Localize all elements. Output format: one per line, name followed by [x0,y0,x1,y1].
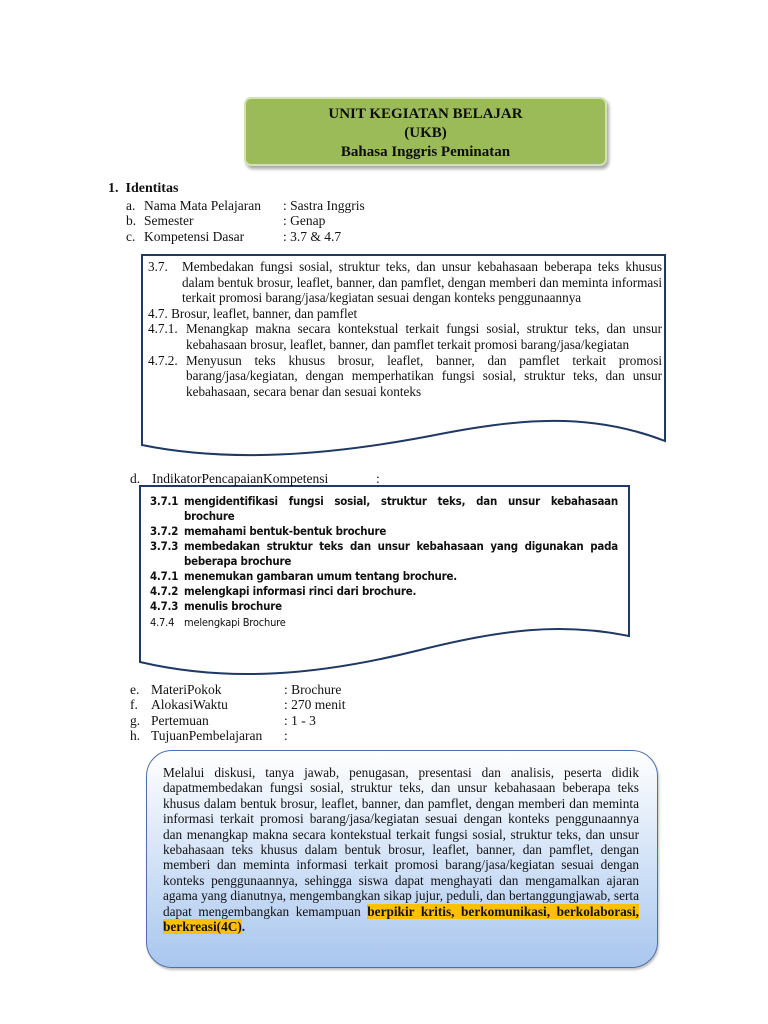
row-label: Pertemuan [151,713,209,728]
indikator-number: 4.7.3 [150,599,179,613]
kd-text: Menyusun teks khusus brosur, leaflet, banner, dan pamflet terkait promosi barang/jasa/kegiatan, dengan memperhatikan fungsi sosial, struktur teks, dan unsur kebahasaan, secara benar dan sesuai konteks [186,352,662,399]
kd-text: Menangkap makna secara kontekstual terkait fungsi sosial, struktur teks, dan unsur kebahasaan brosur, leaflet, banner, dan pamflet terkait promosi barang/jasa/kegiatan [186,321,662,352]
row-letter: g. [130,713,141,728]
indikator-text: membedakan struktur teks dan unsur kebahasaan yang digunakan pada beberapa brochure [184,539,618,568]
row-letter: a. [126,198,136,213]
indikator-number: 4.7.2 [150,584,179,598]
indikator-item [150,599,618,614]
indikator-number: 4.7.4 [150,616,175,629]
row-letter: h. [130,728,141,743]
indikator-item [150,539,618,569]
kd-number: 4.7.1. [148,321,178,337]
row-label: IndikatorPencapaianKompetensi [152,471,329,486]
row-label: MateriPokok [151,682,222,697]
row-value: : 270 menit [284,697,346,712]
tujuan-box [146,750,658,968]
row-value: : Genap [283,213,326,228]
indikator-item [150,494,618,524]
indikator-text: melengkapi Brochure [184,616,286,629]
row-letter: b. [126,213,137,228]
title-line-1: UNIT KEGIATAN BELAJAR [328,106,523,122]
indikator-text: menulis brochure [184,599,282,613]
row-value: : Brochure [284,682,342,697]
indikator-box [150,494,618,630]
indikator-number: 3.7.1 [150,494,179,508]
indikator-number: 3.7.2 [150,524,179,538]
row-label: Nama Mata Pelajaran [144,198,261,213]
indikator-number: 3.7.3 [150,539,179,553]
row-label: AlokasiWaktu [151,697,228,712]
row-value: : 3.7 & 4.7 [283,229,342,244]
tujuan-text: Melalui diskusi, tanya jawab, penugasan, presentasi dan analisis, peserta didik dapatmembedakan fungsi sosial, struktur teks, dan unsur kebahasaan beberapa teks khusus dalam bentuk brosur, leaflet, banner, dan pamflet, dengan memberi dan meminta informasi terkait promosi barang/jasa/kegiatan sesuai dengan konteks penggunaannya dan menangkap makna secara kontekstual terkait fungsi sosial, struktur teks, dan unsur kebahasaan teks khusus dalam bentuk brosur, leaflet, banner, dan pamflet, dengan memberi dan meminta informasi terkait promosi barang/jasa/kegiatan sesuai dengan konteks penggunaannya, sehingga siswa dapat menghayati dan mengamalkan ajaran agama yang dianutnya, mengembangkan sikap jujur, peduli, dan bertanggungjawab, serta dapat mengembangkan kemampuan [163,765,639,919]
indikator-item [150,569,618,584]
kompetensi-dasar-box [148,259,662,399]
row-letter: e. [130,682,140,697]
kd-text: Membedakan fungsi sosial, struktur teks, dan unsur kebahasaan beberapa teks khusus dalam bentuk brosur, leaflet, banner, dan pamflet, dengan memberi dan meminta informasi terkait promosi barang/jasa/kegiatan sesuai dengan konteks penggunaannya [182,259,662,306]
kd-item [148,321,662,352]
row-label: TujuanPembelajaran [151,728,263,743]
indikator-text: memahami bentuk-bentuk brochure [184,524,387,538]
row-letter: c. [126,229,136,244]
title-line-2: (UKB) [404,125,447,141]
row-label: Kompetensi Dasar [144,229,245,244]
section-title-text: Identitas [125,181,179,196]
row-value: : [376,471,380,486]
indikator-number: 4.7.1 [150,569,179,583]
indikator-text: melengkapi informasi rinci dari brochure. [184,584,417,598]
tujuan-end: . [241,919,246,935]
kd-number: 4.7.2. [148,352,178,368]
kd-item: 4.7. Brosur, leaflet, banner, dan pamflet [148,305,358,321]
indikator-text: mengidentifikasi fungsi sosial, struktur teks, dan unsur kebahasaan brochure [184,494,618,523]
tujuan-highlight: berpikir kritis, berkomunikasi, berkolaborasi, berkreasi(4C) [163,903,639,935]
row-label: Semester [144,213,194,228]
indikator-item [150,524,618,539]
row-letter: d. [130,471,141,486]
kd-item [148,353,662,400]
kd-number: 3.7. [148,259,168,274]
row-value: : 1 - 3 [284,713,316,728]
kd-item [148,259,662,306]
indikator-item [150,615,618,630]
row-letter: f. [130,697,138,712]
title-line-3: Bahasa Inggris Peminatan [340,144,511,160]
section-number: 1. [108,181,119,196]
row-value: : Sastra Inggris [283,198,365,213]
indikator-item [150,584,618,599]
indikator-text: menemukan gambaran umum tentang brochure. [184,569,457,583]
row-value: : [284,728,288,743]
